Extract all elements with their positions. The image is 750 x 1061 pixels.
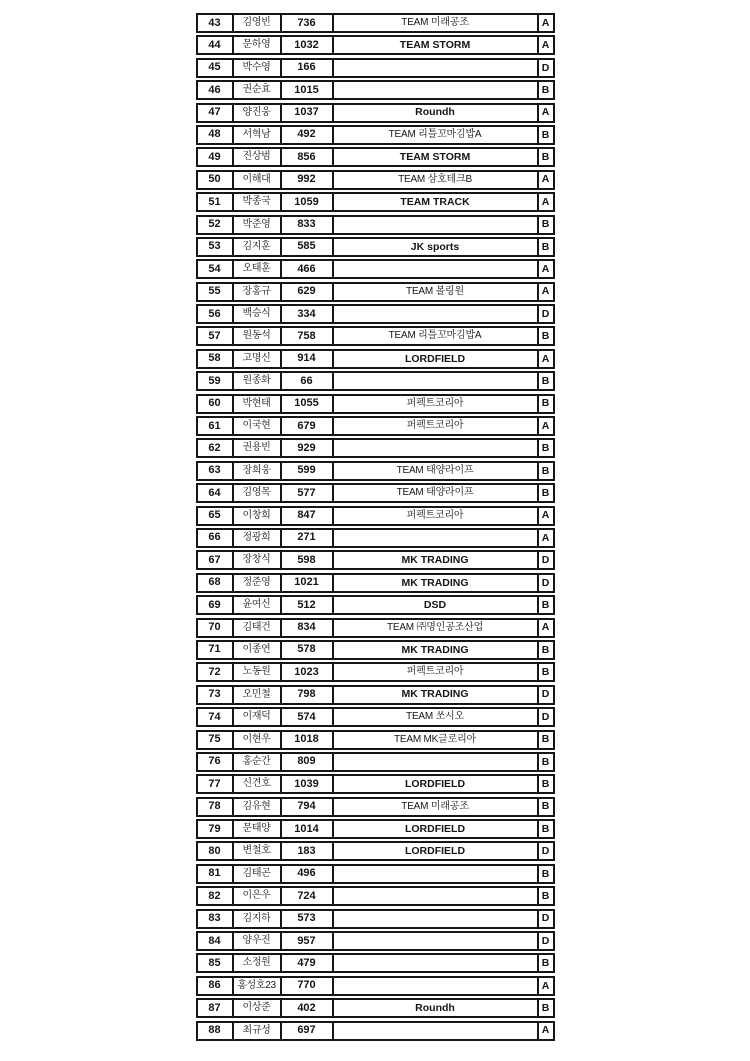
team-name-cell: TEAM STORM <box>332 149 537 165</box>
player-name-cell: 장희웅 <box>232 463 280 479</box>
table-row <box>196 774 555 794</box>
entry-number-cell: 794 <box>280 799 332 815</box>
row-number-cell: 80 <box>208 844 221 857</box>
team-name-cell: Roundh <box>332 105 537 121</box>
entry-number-cell: 856 <box>280 149 332 165</box>
row-number-cell: 58 <box>208 352 221 365</box>
entry-number-cell: 1015 <box>280 82 332 98</box>
team-name-cell: TEAM 태양라이프 <box>332 485 537 501</box>
table-row <box>196 819 555 839</box>
player-name-cell: 이창희 <box>232 508 280 524</box>
entry-number-cell: 736 <box>280 15 332 31</box>
entry-number-cell: 914 <box>280 351 332 367</box>
entry-number-cell: 770 <box>280 978 332 994</box>
group-letter-cell: D <box>537 552 553 568</box>
entry-number-cell: 466 <box>280 261 332 277</box>
row-number-cell: 82 <box>208 889 221 902</box>
entry-number-cell: 577 <box>280 485 332 501</box>
group-letter-cell: B <box>537 127 553 143</box>
entry-number-cell: 1055 <box>280 396 332 412</box>
row-number-cell: 61 <box>208 419 221 432</box>
entry-number-cell: 929 <box>280 440 332 456</box>
player-name-cell: 김유현 <box>232 799 280 815</box>
row-number-cell: 76 <box>208 755 221 768</box>
player-name-cell: 이재덕 <box>232 709 280 725</box>
player-name-cell: 원종화 <box>232 373 280 389</box>
player-name-cell: 박준영 <box>232 217 280 233</box>
player-name-cell: 김지훈 <box>232 239 280 255</box>
team-name-cell: TEAM 태양라이프 <box>332 463 537 479</box>
table-row <box>196 573 555 593</box>
table-row <box>196 841 555 861</box>
player-name-cell: 이해대 <box>232 172 280 188</box>
table-row <box>196 35 555 55</box>
group-letter-cell: B <box>537 955 553 971</box>
player-name-cell: 이상준 <box>232 1000 280 1016</box>
table-row <box>196 282 555 302</box>
group-letter-cell: B <box>537 373 553 389</box>
row-number-cell: 70 <box>208 621 221 634</box>
group-letter-cell: B <box>537 821 553 837</box>
team-name-cell <box>332 933 537 949</box>
group-letter-cell: B <box>537 149 553 165</box>
player-name-cell: 신견호 <box>232 776 280 792</box>
entry-number-cell: 402 <box>280 1000 332 1016</box>
entry-number-cell: 809 <box>280 754 332 770</box>
team-name-cell: DSD <box>332 597 537 613</box>
group-letter-cell: D <box>537 575 553 591</box>
row-number-cell: 56 <box>208 307 221 320</box>
group-letter-cell: D <box>537 60 553 76</box>
entry-number-cell: 585 <box>280 239 332 255</box>
group-letter-cell: B <box>537 732 553 748</box>
group-letter-cell: A <box>537 37 553 53</box>
row-number-cell: 66 <box>208 531 221 544</box>
table-row <box>196 685 555 705</box>
table-row <box>196 752 555 772</box>
table-row <box>196 237 555 257</box>
team-name-cell <box>332 911 537 927</box>
team-name-cell: TEAM STORM <box>332 37 537 53</box>
entry-number-cell: 1037 <box>280 105 332 121</box>
table-row <box>196 259 555 279</box>
table-row <box>196 864 555 884</box>
player-name-cell: 이은우 <box>232 888 280 904</box>
player-name-cell: 정광희 <box>232 530 280 546</box>
table-row <box>196 349 555 369</box>
player-name-cell: 윤여신 <box>232 597 280 613</box>
player-name-cell: 원동석 <box>232 328 280 344</box>
player-name-cell: 문태양 <box>232 821 280 837</box>
group-letter-cell: D <box>537 911 553 927</box>
row-number-cell: 53 <box>208 240 221 253</box>
group-letter-cell: B <box>537 776 553 792</box>
entry-number-cell: 334 <box>280 306 332 322</box>
row-number-cell: 64 <box>208 486 221 499</box>
team-name-cell: LORDFIELD <box>332 351 537 367</box>
table-row <box>196 147 555 167</box>
row-number-cell: 52 <box>208 218 221 231</box>
row-number-cell: 83 <box>208 912 221 925</box>
table-row <box>196 640 555 660</box>
entry-number-cell: 1021 <box>280 575 332 591</box>
group-letter-cell: B <box>537 485 553 501</box>
entry-number-cell: 1014 <box>280 821 332 837</box>
table-row <box>196 953 555 973</box>
group-letter-cell: A <box>537 105 553 121</box>
table-row <box>196 550 555 570</box>
row-number-cell: 65 <box>208 509 221 522</box>
table-row <box>196 528 555 548</box>
group-letter-cell: B <box>537 664 553 680</box>
table-row <box>196 80 555 100</box>
group-letter-cell: B <box>537 866 553 882</box>
row-number-cell: 87 <box>208 1001 221 1014</box>
entry-number-cell: 847 <box>280 508 332 524</box>
row-number-cell: 59 <box>208 374 221 387</box>
player-name-cell: 최규성 <box>232 1023 280 1039</box>
table-row <box>196 707 555 727</box>
table-row <box>196 125 555 145</box>
entry-number-cell: 578 <box>280 642 332 658</box>
group-letter-cell: A <box>537 978 553 994</box>
group-letter-cell: D <box>537 709 553 725</box>
row-number-cell: 68 <box>208 576 221 589</box>
team-name-cell: LORDFIELD <box>332 821 537 837</box>
entry-number-cell: 599 <box>280 463 332 479</box>
player-name-cell: 김영빈 <box>232 15 280 31</box>
entry-number-cell: 1032 <box>280 37 332 53</box>
team-name-cell: MK TRADING <box>332 642 537 658</box>
player-name-cell: 정준영 <box>232 575 280 591</box>
team-name-cell <box>332 955 537 971</box>
team-name-cell: TEAM 삼호테크B <box>332 172 537 188</box>
player-name-cell: 김태건 <box>232 620 280 636</box>
entry-number-cell: 1018 <box>280 732 332 748</box>
team-name-cell: TEAM ㈜명인공조산업 <box>332 620 537 636</box>
group-letter-cell: A <box>537 172 553 188</box>
player-name-cell: 문하영 <box>232 37 280 53</box>
team-name-cell <box>332 1023 537 1039</box>
entry-number-cell: 183 <box>280 843 332 859</box>
table-row <box>196 506 555 526</box>
row-number-cell: 54 <box>208 262 221 275</box>
player-name-cell: 이현우 <box>232 732 280 748</box>
player-name-cell: 박현태 <box>232 396 280 412</box>
table-row <box>196 371 555 391</box>
table-row <box>196 976 555 996</box>
table-row <box>196 326 555 346</box>
player-name-cell: 김지하 <box>232 911 280 927</box>
player-name-cell: 노동원 <box>232 664 280 680</box>
team-name-cell <box>332 978 537 994</box>
team-name-cell: MK TRADING <box>332 552 537 568</box>
group-letter-cell: A <box>537 261 553 277</box>
entry-number-cell: 798 <box>280 687 332 703</box>
row-number-cell: 50 <box>208 173 221 186</box>
team-name-cell: LORDFIELD <box>332 843 537 859</box>
team-name-cell: TEAM TRACK <box>332 194 537 210</box>
group-letter-cell: B <box>537 328 553 344</box>
table-row <box>196 483 555 503</box>
entry-number-cell: 573 <box>280 911 332 927</box>
entry-number-cell: 697 <box>280 1023 332 1039</box>
team-name-cell: TEAM 리틀꼬마김밥A <box>332 127 537 143</box>
row-number-cell: 57 <box>208 329 221 342</box>
table-row <box>196 909 555 929</box>
player-name-cell: 권순효 <box>232 82 280 98</box>
row-number-cell: 86 <box>208 979 221 992</box>
table-row <box>196 170 555 190</box>
group-letter-cell: B <box>537 1000 553 1016</box>
table-row <box>196 1021 555 1041</box>
entry-number-cell: 1023 <box>280 664 332 680</box>
row-number-cell: 84 <box>208 934 221 947</box>
table-row <box>196 13 555 33</box>
table-row <box>196 931 555 951</box>
team-name-cell <box>332 306 537 322</box>
row-number-cell: 43 <box>208 16 221 29</box>
row-number-cell: 81 <box>208 867 221 880</box>
table-row <box>196 730 555 750</box>
entry-number-cell: 271 <box>280 530 332 546</box>
player-name-cell: 오태훈 <box>232 261 280 277</box>
row-number-cell: 88 <box>208 1024 221 1037</box>
group-letter-cell: A <box>537 1023 553 1039</box>
row-number-cell: 78 <box>208 800 221 813</box>
entry-number-cell: 598 <box>280 552 332 568</box>
player-name-cell: 진상범 <box>232 149 280 165</box>
team-name-cell: TEAM MK글로리아 <box>332 732 537 748</box>
entry-number-cell: 629 <box>280 284 332 300</box>
entry-number-cell: 679 <box>280 418 332 434</box>
row-number-cell: 55 <box>208 285 221 298</box>
group-letter-cell: B <box>537 754 553 770</box>
player-name-cell: 김영목 <box>232 485 280 501</box>
player-name-cell: 양우진 <box>232 933 280 949</box>
player-name-cell: 홍순간 <box>232 754 280 770</box>
entry-number-cell: 492 <box>280 127 332 143</box>
entry-number-cell: 166 <box>280 60 332 76</box>
table-row <box>196 304 555 324</box>
table-row <box>196 58 555 78</box>
group-letter-cell: B <box>537 396 553 412</box>
row-number-cell: 77 <box>208 777 221 790</box>
group-letter-cell: D <box>537 687 553 703</box>
player-name-cell: 오민철 <box>232 687 280 703</box>
entry-number-cell: 724 <box>280 888 332 904</box>
team-name-cell: JK sports <box>332 239 537 255</box>
table-row <box>196 394 555 414</box>
player-name-cell: 김태곤 <box>232 866 280 882</box>
team-name-cell: 퍼펙트코리아 <box>332 664 537 680</box>
table-row <box>196 998 555 1018</box>
table-row <box>196 215 555 235</box>
entry-number-cell: 1039 <box>280 776 332 792</box>
row-number-cell: 62 <box>208 441 221 454</box>
player-name-cell: 장홍규 <box>232 284 280 300</box>
row-number-cell: 79 <box>208 822 221 835</box>
team-name-cell: 퍼펙트코리아 <box>332 396 537 412</box>
group-letter-cell: A <box>537 508 553 524</box>
row-number-cell: 45 <box>208 61 221 74</box>
player-name-cell: 이종연 <box>232 642 280 658</box>
player-name-cell: 서혁남 <box>232 127 280 143</box>
team-name-cell: TEAM 쏘시오 <box>332 709 537 725</box>
row-number-cell: 71 <box>208 643 221 656</box>
row-number-cell: 47 <box>208 106 221 119</box>
team-name-cell <box>332 866 537 882</box>
row-number-cell: 75 <box>208 733 221 745</box>
group-letter-cell: D <box>537 306 553 322</box>
table-row <box>196 595 555 615</box>
entry-number-cell: 1059 <box>280 194 332 210</box>
team-name-cell <box>332 754 537 770</box>
table-row <box>196 797 555 817</box>
group-letter-cell: B <box>537 440 553 456</box>
player-name-cell: 장창식 <box>232 552 280 568</box>
row-number-cell: 49 <box>208 150 221 163</box>
player-name-cell: 박종국 <box>232 194 280 210</box>
entry-number-cell: 512 <box>280 597 332 613</box>
group-letter-cell: A <box>537 351 553 367</box>
team-name-cell: 퍼펙트코리아 <box>332 508 537 524</box>
group-letter-cell: A <box>537 620 553 636</box>
row-number-cell: 63 <box>208 464 221 477</box>
group-letter-cell: B <box>537 888 553 904</box>
group-letter-cell: B <box>537 463 553 479</box>
team-name-cell: TEAM 미래공조 <box>332 799 537 815</box>
entry-number-cell: 834 <box>280 620 332 636</box>
entry-number-cell: 479 <box>280 955 332 971</box>
row-number-cell: 60 <box>208 397 221 410</box>
row-number-cell: 85 <box>208 956 221 969</box>
team-name-cell <box>332 261 537 277</box>
group-letter-cell: A <box>537 418 553 434</box>
player-name-cell: 소정원 <box>232 955 280 971</box>
row-number-cell: 69 <box>208 598 221 611</box>
player-name-cell: 양진웅 <box>232 105 280 121</box>
team-name-cell <box>332 888 537 904</box>
team-name-cell: TEAM 볼링원 <box>332 284 537 300</box>
team-name-cell <box>332 373 537 389</box>
group-letter-cell: B <box>537 597 553 613</box>
table-row <box>196 103 555 123</box>
group-letter-cell: A <box>537 530 553 546</box>
player-name-cell: 권용빈 <box>232 440 280 456</box>
table-row <box>196 192 555 212</box>
player-name-cell: 이국현 <box>232 418 280 434</box>
team-name-cell <box>332 440 537 456</box>
entry-number-cell: 957 <box>280 933 332 949</box>
group-letter-cell: D <box>537 843 553 859</box>
entry-number-cell: 496 <box>280 866 332 882</box>
team-name-cell: TEAM 리틀꼬마김밥A <box>332 328 537 344</box>
row-number-cell: 74 <box>208 710 221 723</box>
row-number-cell: 46 <box>208 83 221 96</box>
group-letter-cell: D <box>537 933 553 949</box>
group-letter-cell: B <box>537 217 553 233</box>
row-number-cell: 72 <box>208 665 221 678</box>
entry-number-cell: 833 <box>280 217 332 233</box>
team-name-cell: 퍼펙트코리아 <box>332 418 537 434</box>
entry-number-cell: 992 <box>280 172 332 188</box>
participant-table <box>196 13 555 1041</box>
team-name-cell <box>332 530 537 546</box>
team-name-cell: Roundh <box>332 1000 537 1016</box>
row-number-cell: 51 <box>208 195 221 208</box>
group-letter-cell: B <box>537 82 553 98</box>
team-name-cell: MK TRADING <box>332 687 537 703</box>
entry-number-cell: 758 <box>280 328 332 344</box>
table-row <box>196 416 555 436</box>
entry-number-cell: 574 <box>280 709 332 725</box>
row-number-cell: 73 <box>208 688 221 701</box>
team-name-cell <box>332 217 537 233</box>
team-name-cell <box>332 82 537 98</box>
row-number-cell: 48 <box>208 128 221 141</box>
group-letter-cell: A <box>537 15 553 31</box>
team-name-cell: MK TRADING <box>332 575 537 591</box>
group-letter-cell: B <box>537 239 553 255</box>
player-name-cell: 박수영 <box>232 60 280 76</box>
player-name-cell: 고명신 <box>232 351 280 367</box>
player-name-cell: 백승식 <box>232 306 280 322</box>
team-name-cell <box>332 60 537 76</box>
entry-number-cell: 66 <box>280 373 332 389</box>
table-row <box>196 662 555 682</box>
row-number-cell: 67 <box>208 553 221 566</box>
player-name-cell: 홍성호23 <box>232 978 280 994</box>
team-name-cell: TEAM 미래공조 <box>332 15 537 31</box>
group-letter-cell: B <box>537 799 553 815</box>
player-name-cell: 변철호 <box>232 843 280 859</box>
group-letter-cell: A <box>537 284 553 300</box>
table-row <box>196 618 555 638</box>
row-number-cell: 44 <box>208 38 221 51</box>
group-letter-cell: B <box>537 642 553 658</box>
table-row <box>196 461 555 481</box>
group-letter-cell: A <box>537 194 553 210</box>
team-name-cell: LORDFIELD <box>332 776 537 792</box>
table-row <box>196 438 555 458</box>
table-row <box>196 886 555 906</box>
